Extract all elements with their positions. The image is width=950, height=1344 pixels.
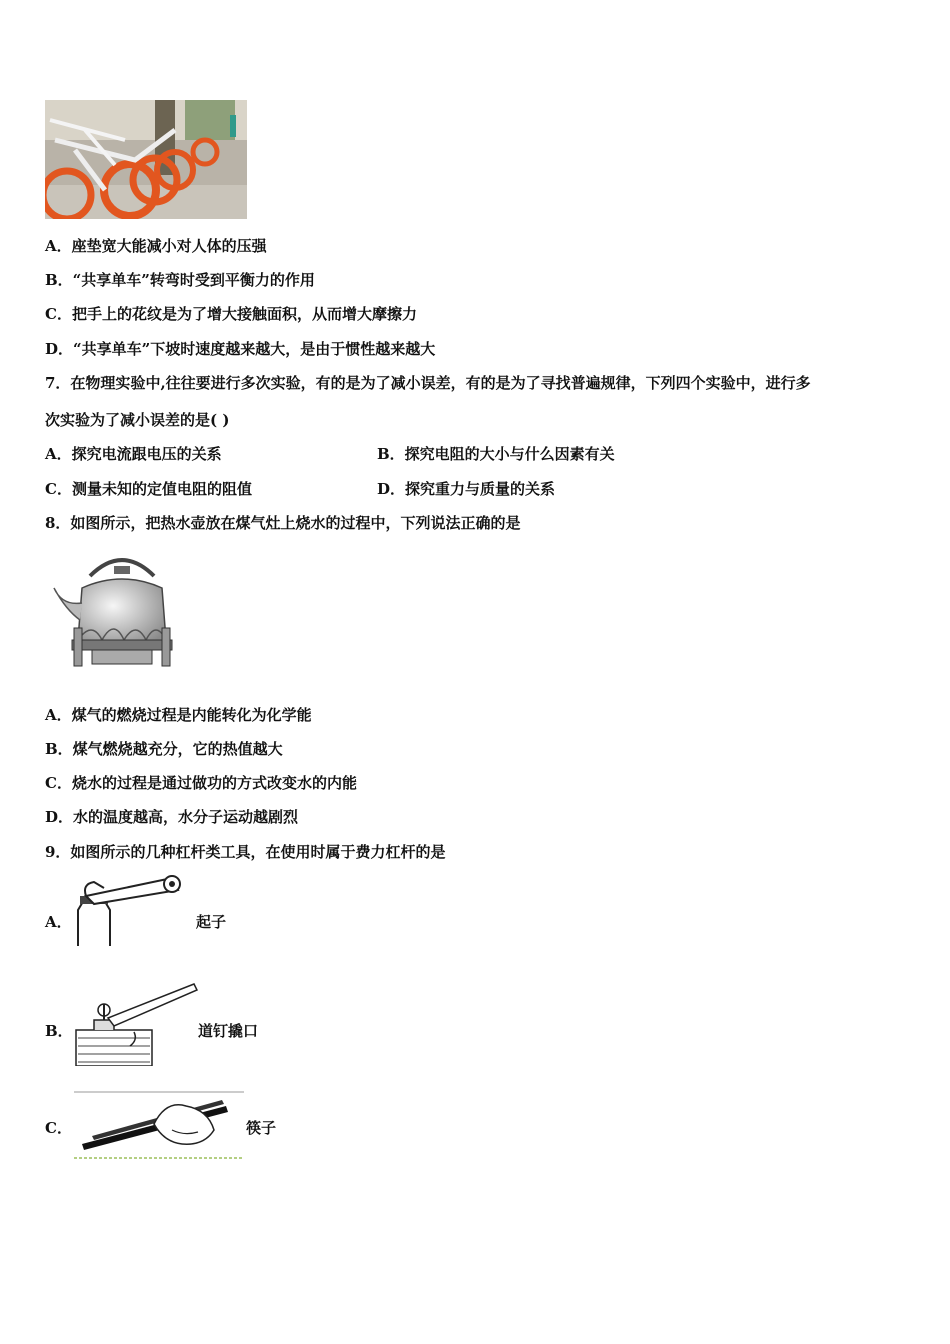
q9-option-a-label: 起子 <box>196 913 227 931</box>
q9-option-b-label: 道钉撬口 <box>198 1022 259 1040</box>
q9-option-c-letter: C． <box>45 1119 72 1137</box>
shared-bike-photo <box>45 100 247 219</box>
q8-option-a: A．煤气的燃烧过程是内能转化为化学能 <box>45 706 312 724</box>
q8-stem: 8．如图所示，把热水壶放在煤气灶上烧水的过程中，下列说法正确的是 <box>45 514 521 532</box>
q7-option-c: C．测量未知的定值电阻的阻值 <box>45 480 252 498</box>
q7-stem-line2: 次实验为了减小误差的是( ) <box>45 411 230 429</box>
chopsticks-figure <box>74 1090 246 1162</box>
q8-option-b: B．煤气燃烧越充分，它的热值越大 <box>45 740 283 758</box>
q7-option-a: A．探究电流跟电压的关系 <box>45 445 222 463</box>
q7-option-d: D．探究重力与质量的关系 <box>377 480 556 498</box>
q9-option-b-letter: B． <box>45 1022 73 1040</box>
q9-option-c-label: 筷子 <box>246 1119 277 1137</box>
q6-option-c: C．把手上的花纹是为了增大接触面积，从而增大摩擦力 <box>45 305 417 323</box>
bottle-opener-figure <box>72 874 184 946</box>
q7-stem-line1: 7．在物理实验中,往往要进行多次实验，有的是为了减小误差，有的是为了寻找普遍规律，下列四个实验中，进行多 <box>45 374 811 392</box>
kettle-on-stove-figure <box>52 548 184 670</box>
q6-option-a: A．座垫宽大能减小对人体的压强 <box>45 237 267 255</box>
q6-option-b: B．“共享单车”转弯时受到平衡力的作用 <box>45 271 315 289</box>
crowbar-figure <box>74 980 198 1066</box>
q7-option-b: B．探究电阻的大小与什么因素有关 <box>377 445 615 463</box>
q8-option-d: D．水的温度越高，水分子运动越剧烈 <box>45 808 299 826</box>
q9-option-a-letter: A． <box>45 913 72 931</box>
q9-stem: 9．如图所示的几种杠杆类工具，在使用时属于费力杠杆的是 <box>45 843 446 861</box>
q6-option-d: D．“共享单车”下坡时速度越来越大，是由于惯性越来越大 <box>45 340 436 358</box>
q8-option-c: C．烧水的过程是通过做功的方式改变水的内能 <box>45 774 357 792</box>
